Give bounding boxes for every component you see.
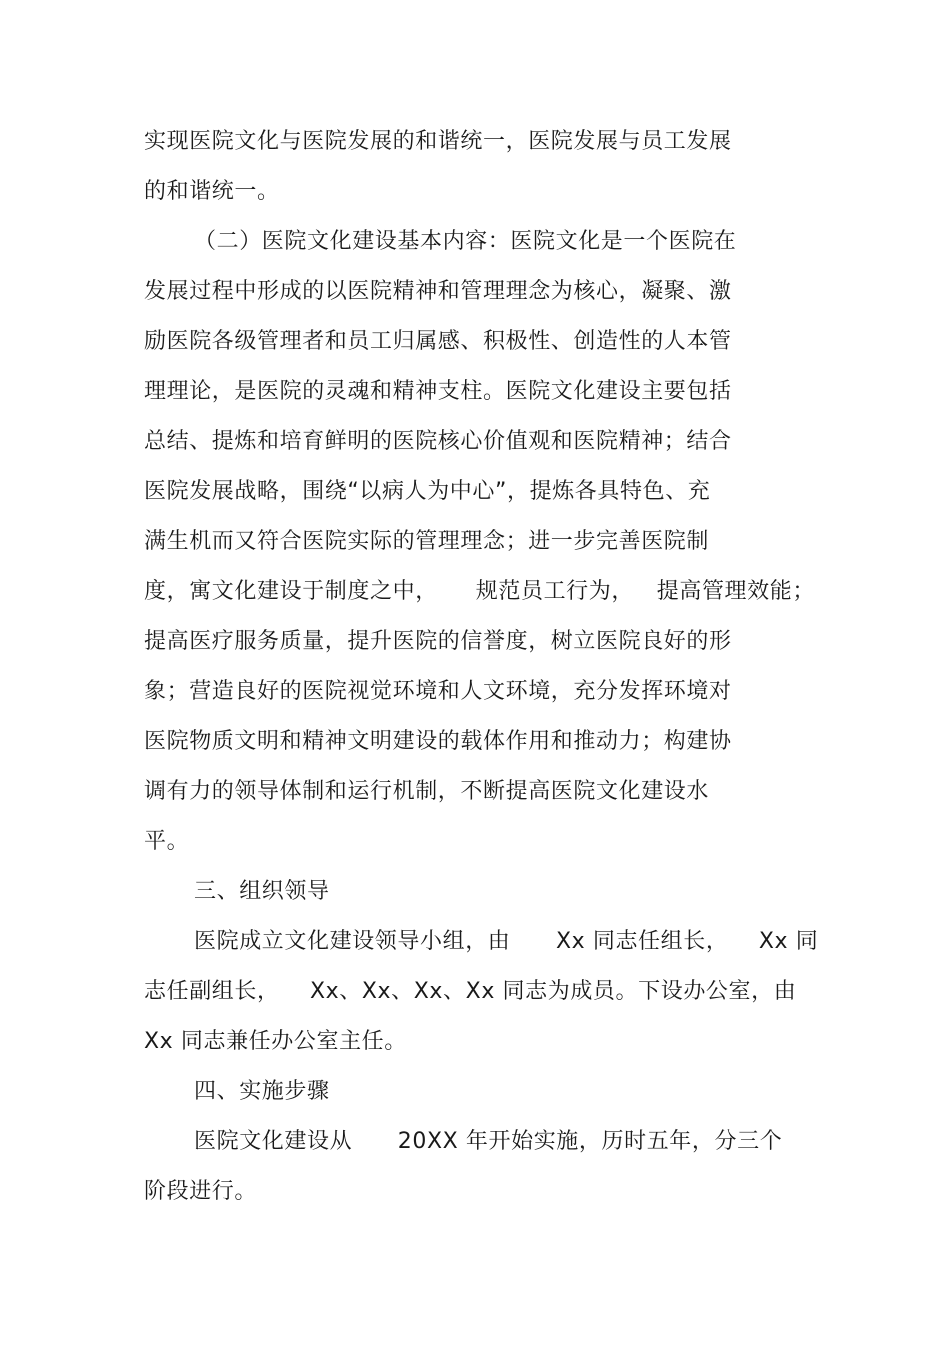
paragraph-line: 的和谐统一。	[144, 179, 280, 204]
paragraph-line: Xx 同志兼任办公室主任。	[144, 1029, 407, 1054]
section-2-heading-line: （二）医院文化建设基本内容：医院文化是一个医院在	[194, 229, 737, 254]
paragraph-line: 励医院各级管理者和员工归属感、积极性、创造性的人本管	[144, 329, 732, 354]
paragraph-line: 总结、提炼和培育鲜明的医院核心价值观和医院精神；结合	[144, 429, 732, 454]
paragraph-line: 调有力的领导体制和运行机制，不断提高医院文化建设水	[144, 779, 710, 804]
section-3-heading: 三、组织领导	[194, 879, 330, 904]
paragraph-line: 提高医疗服务质量，提升医院的信誉度，树立医院良好的形	[144, 629, 732, 654]
paragraph-line: 象；营造良好的医院视觉环境和人文环境，充分发挥环境对	[144, 679, 732, 704]
paragraph-line: 平。	[144, 829, 190, 854]
paragraph-line: 度，寓文化建设于制度之中， 规范员工行为， 提高管理效能；	[144, 579, 815, 604]
paragraph-line: 医院物质文明和精神文明建设的载体作用和推动力；构建协	[144, 729, 732, 754]
paragraph-line: 医院发展战略，围绕“以病人为中心”，提炼各具特色、充	[144, 479, 711, 504]
paragraph-line: 医院文化建设从 20XX 年开始实施，历时五年，分三个	[194, 1129, 783, 1154]
paragraph-line: 实现医院文化与医院发展的和谐统一，医院发展与员工发展	[144, 129, 732, 154]
paragraph-line: 满生机而又符合医院实际的管理理念；进一步完善医院制	[144, 529, 710, 554]
paragraph-line: 发展过程中形成的以医院精神和管理理念为核心，凝聚、激	[144, 279, 732, 304]
paragraph-line: 理理论，是医院的灵魂和精神支柱。医院文化建设主要包括	[144, 379, 732, 404]
paragraph-line: 阶段进行。	[144, 1179, 258, 1204]
paragraph-line: 志任副组长， Xx、Xx、Xx、Xx 同志为成员。下设办公室，由	[144, 979, 797, 1004]
section-4-heading: 四、实施步骤	[194, 1079, 330, 1104]
paragraph-line: 医院成立文化建设领导小组，由 Xx 同志任组长， Xx 同	[194, 929, 819, 954]
